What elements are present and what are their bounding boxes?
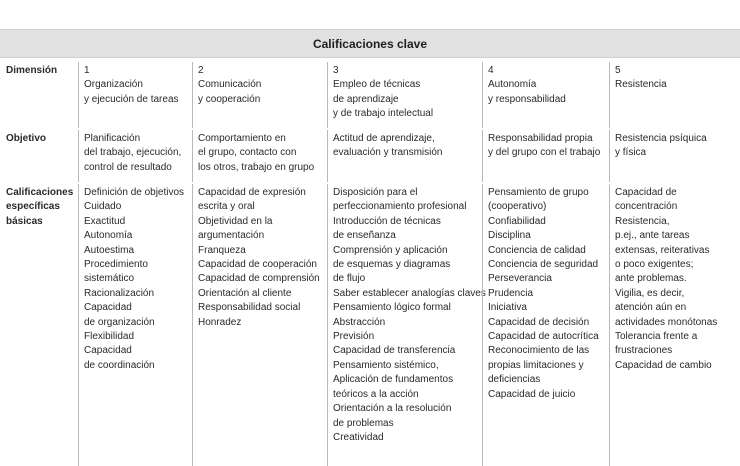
calificaciones-cell-3: [327, 182, 486, 466]
qualification-line: p.ej., ante tareas: [615, 230, 690, 242]
qualification-line: Cuidado: [84, 201, 122, 213]
dimension-cell-2: [192, 60, 327, 128]
qualification-line: Capacidad de juicio: [488, 388, 576, 400]
qualification-line: Autonomía: [84, 230, 133, 242]
qualification-line: Capacidad de transferencia: [333, 345, 456, 357]
qualification-line: Tolerancia frente a: [615, 331, 698, 343]
dimension-cell-4: [482, 60, 609, 128]
dimension-cell-3: [327, 60, 482, 128]
dimension-title-line: y responsabilidad: [488, 93, 566, 105]
dimension-title-line: Organización: [84, 79, 143, 91]
qualification-line: Responsabilidad social: [198, 302, 301, 314]
qualification-line: Pensamiento lógico formal: [333, 302, 451, 314]
qualification-line: Pensamiento de grupo: [488, 187, 589, 198]
objetivo-cell-2: [192, 128, 327, 182]
row-label-line: básicas: [6, 215, 43, 227]
objetivo-cell-4: [482, 128, 609, 182]
qualification-line: Capacidad: [84, 345, 132, 357]
qualification-line: Introducción de técnicas: [333, 215, 441, 227]
qualification-line: extensas, reiterativas: [615, 244, 710, 256]
objetivo-line: Comportamiento en: [198, 133, 286, 144]
qualification-line: Disciplina: [488, 230, 531, 242]
row-label-dimension: Dimensión: [6, 65, 58, 76]
calificaciones-cell-4: [482, 182, 609, 466]
row-label-line: específicas: [6, 201, 60, 213]
dimension-title-line: de aprendizaje: [333, 93, 399, 105]
qualification-line: Previsión: [333, 331, 375, 343]
calificaciones-cell-1: [78, 182, 192, 466]
row-label-objetivo: Objetivo: [6, 133, 47, 144]
qualification-line: Reconocimiento de las: [488, 345, 590, 357]
qualification-line: Aplicación de fundamentos: [333, 374, 454, 386]
qualification-line: Capacidad de autocrítica: [488, 331, 599, 343]
dimension-cell-1: [78, 60, 192, 128]
qualification-line: Capacidad de expresión: [198, 187, 306, 198]
qualification-line: Honradez: [198, 316, 242, 328]
qualification-line: Orientación al cliente: [198, 287, 292, 299]
qualification-line: Capacidad de cooperación: [198, 259, 317, 271]
dimension-number: 5: [615, 65, 621, 76]
calificaciones-cell-5: [609, 182, 740, 466]
objetivo-line: evaluación y transmisión: [333, 147, 443, 159]
qualification-line: de problemas: [333, 417, 394, 429]
objetivo-line: los otros, trabajo en grupo: [198, 161, 315, 173]
qualification-line: Pensamiento sistémico,: [333, 359, 439, 371]
objetivo-cell-5: [609, 128, 740, 182]
qualification-line: Capacidad de comprensión: [198, 273, 320, 285]
qualification-line: de enseñanza: [333, 230, 396, 242]
qualification-line: de esquemas y diagramas: [333, 259, 451, 271]
qualification-line: Definición de objetivos: [84, 187, 185, 198]
qualification-line: Resistencia,: [615, 215, 670, 227]
objetivo-line: el grupo, contacto con: [198, 147, 297, 159]
qualification-line: Vigilia, es decir,: [615, 287, 685, 299]
dimension-title-line: y ejecución de tareas: [84, 93, 179, 105]
key-qualifications-table: [0, 60, 740, 466]
qualification-line: ante problemas.: [615, 273, 687, 285]
qualification-line: perfeccionamiento profesional: [333, 201, 467, 213]
qualification-line: Capacidad de: [615, 187, 677, 198]
dimension-title-line: Autonomía: [488, 79, 537, 91]
qualification-line: Iniciativa: [488, 302, 527, 314]
qualification-line: Objetividad en la: [198, 215, 273, 227]
dimension-number: 3: [333, 65, 339, 76]
qualification-line: de coordinación: [84, 359, 155, 371]
qualification-line: de organización: [84, 316, 155, 328]
dimension-cell-5: [609, 60, 740, 128]
qualification-line: Confiabilidad: [488, 215, 546, 227]
dimension-title-line: Empleo de técnicas: [333, 79, 421, 91]
qualification-line: escrita y oral: [198, 201, 255, 213]
objetivo-line: Actitud de aprendizaje,: [333, 133, 435, 144]
dimension-number: 2: [198, 65, 204, 76]
calificaciones-cell-2: [192, 182, 327, 466]
qualification-line: Saber establecer analogías claves: [333, 287, 486, 299]
qualification-line: Comprensión y aplicación: [333, 244, 448, 256]
qualification-line: o poco exigentes;: [615, 259, 694, 271]
qualification-line: argumentación: [198, 230, 265, 242]
objetivo-line: Planificación: [84, 133, 141, 144]
qualification-line: Capacidad de cambio: [615, 359, 712, 371]
qualification-line: Conciencia de calidad: [488, 244, 586, 256]
dimension-number: 4: [488, 65, 494, 76]
qualification-line: Perseverancia: [488, 273, 552, 285]
objetivo-line: Resistencia psíquica: [615, 133, 707, 144]
qualification-line: deficiencias: [488, 374, 541, 386]
qualification-line: Autoestima: [84, 244, 135, 256]
qualification-line: Procedimiento: [84, 259, 148, 271]
dimension-title-line: y cooperación: [198, 93, 261, 105]
qualification-line: Abstracción: [333, 316, 386, 328]
objetivo-line: Responsabilidad propia: [488, 133, 593, 144]
objetivo-cell-3: [327, 128, 482, 182]
qualification-line: de flujo: [333, 273, 366, 285]
qualification-line: Prudencia: [488, 287, 534, 299]
dimension-number: 1: [84, 65, 90, 76]
qualification-line: Creatividad: [333, 431, 384, 443]
qualification-line: Capacidad: [84, 302, 132, 314]
qualification-line: Orientación a la resolución: [333, 403, 452, 415]
table-title: Calificaciones clave: [0, 29, 740, 58]
qualification-line: Capacidad de decisión: [488, 316, 590, 328]
row-label-calificaciones: [0, 182, 78, 466]
qualification-line: Exactitud: [84, 215, 126, 227]
qualification-line: teóricos a la acción: [333, 388, 419, 400]
qualification-line: propias limitaciones y: [488, 359, 584, 371]
qualification-line: frustraciones: [615, 345, 673, 357]
qualification-line: concentración: [615, 201, 678, 213]
qualification-line: Conciencia de seguridad: [488, 259, 599, 271]
objetivo-line: control de resultado: [84, 161, 172, 173]
row-label-line: Calificaciones: [6, 187, 74, 198]
dimension-title-line: Comunicación: [198, 79, 262, 91]
objetivo-line: y del grupo con el trabajo: [488, 147, 601, 159]
dimension-title-line: y de trabajo intelectual: [333, 108, 434, 120]
qualification-line: Racionalización: [84, 287, 155, 299]
objetivo-line: y física: [615, 147, 647, 159]
dimension-title-line: Resistencia: [615, 79, 667, 91]
qualification-line: Flexibilidad: [84, 331, 135, 343]
qualification-line: sistemático: [84, 273, 135, 285]
objetivo-cell-1: [78, 128, 192, 182]
qualification-line: atención aún en: [615, 302, 687, 314]
objetivo-line: del trabajo, ejecución,: [84, 147, 182, 159]
qualification-line: actividades monótonas: [615, 316, 718, 328]
qualification-line: Franqueza: [198, 244, 246, 256]
qualification-line: Disposición para el: [333, 187, 418, 198]
qualification-line: (cooperativo): [488, 201, 547, 213]
